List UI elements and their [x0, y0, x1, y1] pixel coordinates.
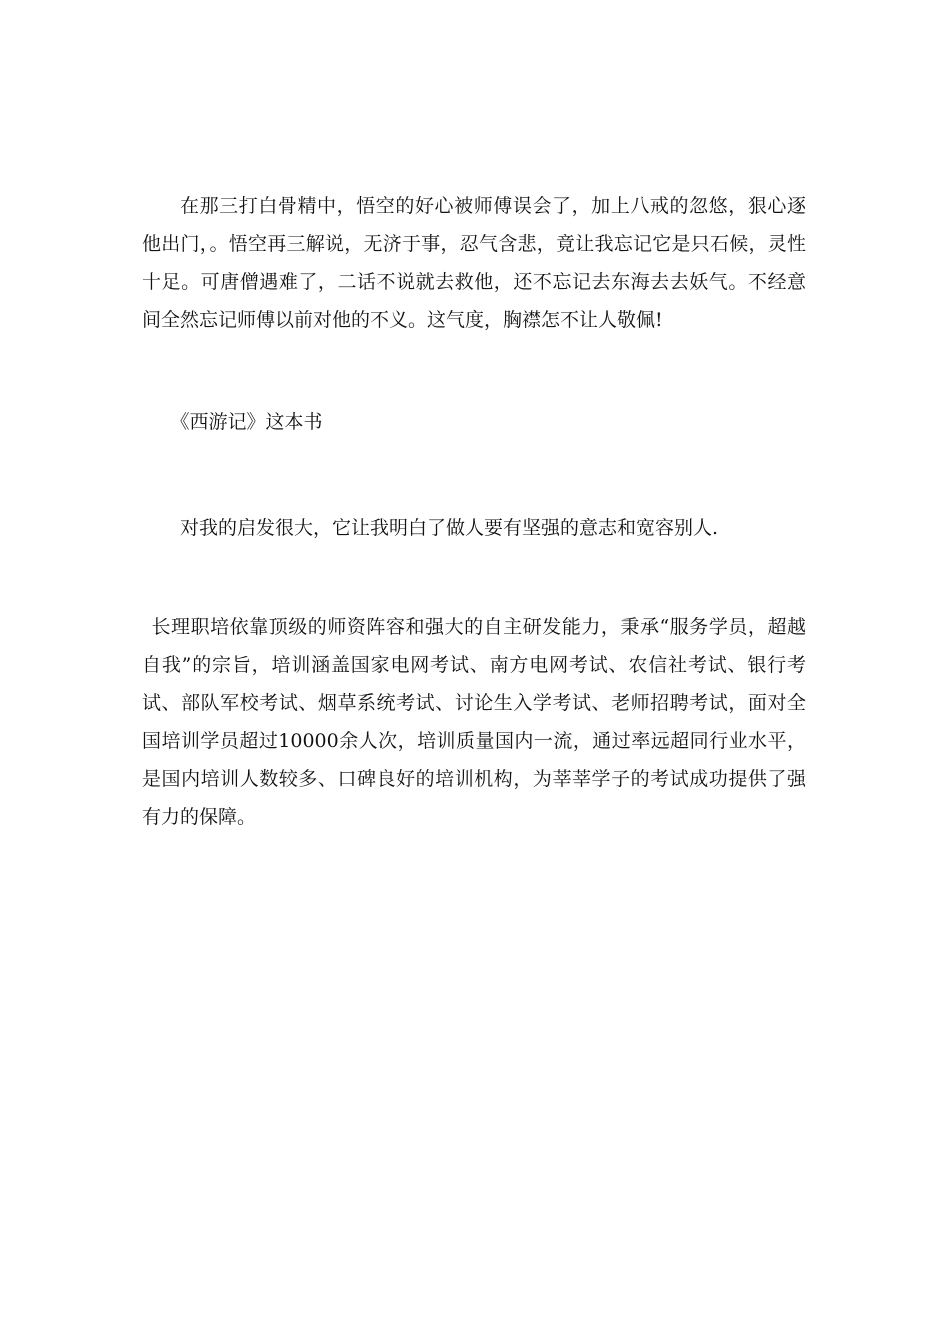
paragraph-monkey-king-story: 在那三打白骨精中，悟空的好心被师傅误会了，加上八戒的忽悠，狠心逐他出门，。悟空再三解说，无济于事，忍气含悲，竟让我忘记它是只石候，灵性十足。可唐僧遇难了，二话不说就去救他，还不忘记去东海去去妖气。不经意间全然忘记师傅以前对他的不义。这气度，胸襟怎不让人敬佩!: [142, 195, 806, 331]
paragraph-training-promo: 长理职培依靠顶级的师资阵容和强大的自主研发能力，秉承“服务学员，超越自我”的宗旨，培训涵盖国家电网考试、南方电网考试、农信社考试、银行考试、部队军校考试、烟草系统考试、讨论生入学考试、老师招聘考试，面对全国培训学员超过10000余人次，培训质量国内一流，通过率远超同行业水平，是国内培训人数较多、口碑良好的培训机构，为莘莘学子的考试成功提供了强有力的保障。: [142, 616, 806, 828]
paragraph-inspiration: 对我的启发很大，它让我明白了做人要有坚强的意志和宽容别人.: [180, 517, 719, 539]
paragraph-book-title: 《西游记》这本书: [170, 411, 323, 433]
